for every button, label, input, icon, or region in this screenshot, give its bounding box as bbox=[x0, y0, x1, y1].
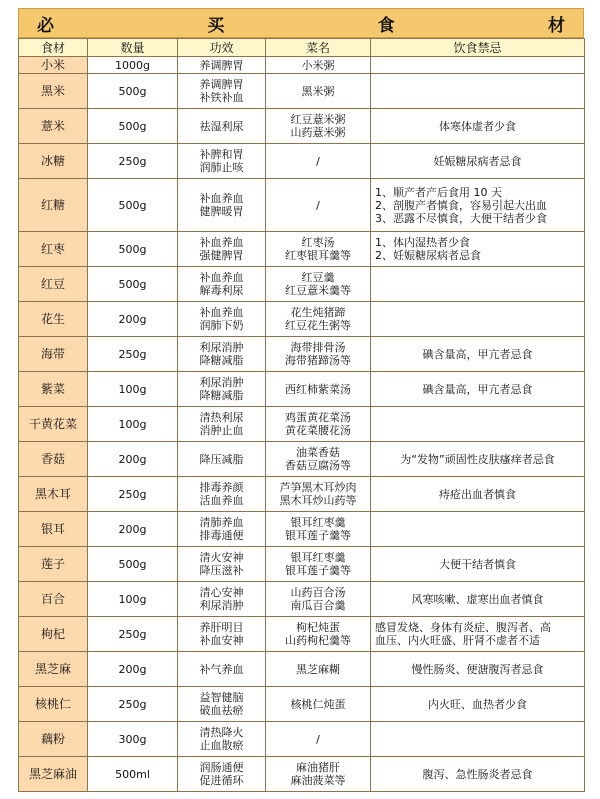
table-row bbox=[19, 407, 585, 442]
table-row bbox=[19, 144, 585, 179]
title-char: 买 bbox=[207, 15, 225, 36]
taboo-cell bbox=[371, 337, 585, 372]
quantity-cell: 100g bbox=[88, 372, 178, 407]
dish-cell-line: 银耳莲子羹等 bbox=[285, 564, 351, 577]
quantity-cell: 100g bbox=[88, 407, 178, 442]
dish-cell bbox=[266, 109, 371, 144]
header-quantity: 数量 bbox=[88, 39, 178, 57]
food-name-cell: 红豆 bbox=[19, 267, 88, 302]
effect-cell bbox=[178, 372, 266, 407]
dish-cell-line: 芦笋黑木耳炒肉 bbox=[279, 481, 357, 494]
taboo-cell-line: 妊娠糖尿病者忌食 bbox=[433, 154, 522, 168]
food-name-cell: 薏米 bbox=[19, 109, 88, 144]
dish-cell bbox=[266, 477, 371, 512]
effect-cell bbox=[178, 144, 266, 179]
quantity-cell: 500g bbox=[88, 232, 178, 267]
taboo-cell bbox=[371, 232, 585, 267]
quantity-cell: 250g bbox=[88, 687, 178, 722]
effect-cell-line: 止血散瘀 bbox=[199, 739, 244, 752]
food-name-cell: 红糖 bbox=[19, 179, 88, 232]
effect-cell bbox=[178, 57, 266, 74]
effect-cell bbox=[178, 617, 266, 652]
dish-cell-line: 枸杞炖蛋 bbox=[296, 621, 340, 634]
effect-cell-line: 清心安神 bbox=[199, 586, 244, 599]
dish-cell-line: 黑米粥 bbox=[301, 84, 335, 98]
dish-cell bbox=[266, 512, 371, 547]
effect-cell-line: 补铁补血 bbox=[199, 91, 244, 104]
effect-cell-line: 降糖减脂 bbox=[199, 354, 244, 367]
table-row bbox=[19, 442, 585, 477]
effect-cell-line: 排毒养颜 bbox=[199, 481, 244, 494]
effect-cell-line: 养调脾胃 bbox=[199, 78, 244, 91]
dish-cell-line: 花生炖猪蹄 bbox=[290, 306, 346, 319]
table-row bbox=[19, 652, 585, 687]
dish-cell-line: 山药百合汤 bbox=[290, 586, 346, 599]
dish-cell-line: 红豆羹 bbox=[301, 271, 335, 284]
effect-cell-line: 养肝明目 bbox=[199, 621, 244, 634]
header-taboo: 饮食禁忌 bbox=[371, 39, 585, 57]
dish-cell-line: 油菜香菇 bbox=[296, 446, 340, 459]
food-name-cell: 黑米 bbox=[19, 74, 88, 109]
taboo-cell bbox=[371, 582, 585, 617]
effect-cell-line: 益智健脑 bbox=[199, 691, 244, 704]
dish-cell-line: 银耳红枣羹 bbox=[290, 551, 346, 564]
sheet-title bbox=[18, 8, 584, 38]
quantity-cell: 500g bbox=[88, 109, 178, 144]
dish-cell bbox=[266, 722, 371, 757]
effect-cell bbox=[178, 179, 266, 232]
dish-cell-line: 海带猪蹄汤等 bbox=[285, 354, 351, 367]
taboo-cell bbox=[371, 757, 585, 792]
effect-cell-line: 润肺止咳 bbox=[199, 161, 244, 174]
table-row bbox=[19, 337, 585, 372]
taboo-cell-line: 3、恶露不尽慎食，大便干结者少食 bbox=[375, 211, 547, 225]
dish-cell-line: 南瓜百合羹 bbox=[290, 599, 346, 612]
taboo-cell bbox=[371, 617, 585, 652]
dish-cell bbox=[266, 652, 371, 687]
taboo-cell bbox=[371, 512, 585, 547]
effect-cell-line: 健脾暖胃 bbox=[199, 205, 244, 218]
taboo-cell bbox=[371, 407, 585, 442]
quantity-cell: 1000g bbox=[88, 57, 178, 74]
dish-cell-line: 麻油菠菜等 bbox=[290, 774, 346, 787]
effect-cell-line: 降压滋补 bbox=[199, 564, 244, 577]
effect-cell-line: 排毒通便 bbox=[199, 529, 244, 542]
dish-cell-line: 红豆花生粥等 bbox=[285, 319, 351, 332]
table-row bbox=[19, 302, 585, 337]
effect-cell bbox=[178, 547, 266, 582]
effect-cell bbox=[178, 232, 266, 267]
dish-cell bbox=[266, 302, 371, 337]
effect-cell-line: 补血养血 bbox=[199, 271, 244, 284]
dish-cell bbox=[266, 687, 371, 722]
food-table bbox=[18, 38, 585, 792]
dish-cell-line: 红豆薏米羹等 bbox=[285, 284, 351, 297]
taboo-cell-line: 2、妊娠糖尿病者忌食 bbox=[375, 249, 481, 262]
quantity-cell: 500g bbox=[88, 267, 178, 302]
effect-cell-line: 强健脾胃 bbox=[199, 249, 244, 262]
dish-cell-line: 红枣汤 bbox=[301, 236, 335, 249]
effect-cell-line: 破血祛瘀 bbox=[199, 704, 244, 717]
effect-cell-line: 消肿止血 bbox=[199, 424, 244, 437]
taboo-cell-line: 为“发物”顽固性皮肤瘙痒者忌食 bbox=[400, 452, 555, 466]
effect-cell-line: 促进循环 bbox=[199, 774, 244, 787]
table-row bbox=[19, 512, 585, 547]
table-row bbox=[19, 477, 585, 512]
effect-cell bbox=[178, 407, 266, 442]
effect-cell-line: 清火安神 bbox=[199, 551, 244, 564]
table-row bbox=[19, 687, 585, 722]
taboo-cell bbox=[371, 722, 585, 757]
effect-cell-line: 补气养血 bbox=[199, 662, 244, 676]
effect-cell bbox=[178, 582, 266, 617]
table-row bbox=[19, 722, 585, 757]
table-row bbox=[19, 617, 585, 652]
dish-cell bbox=[266, 442, 371, 477]
dish-cell-line: 麻油猪肝 bbox=[296, 761, 340, 774]
effect-cell bbox=[178, 337, 266, 372]
effect-cell-line: 润肺下奶 bbox=[199, 319, 244, 332]
taboo-cell-line: 体寒体虚者少食 bbox=[439, 119, 516, 133]
dish-cell-line: 黑木耳炒山药等 bbox=[279, 494, 357, 507]
effect-cell-line: 利尿消肿 bbox=[199, 599, 244, 612]
taboo-cell bbox=[371, 372, 585, 407]
taboo-cell-line: 腹泻、急性肠炎者忌食 bbox=[422, 767, 533, 781]
food-name-cell: 黑芝麻 bbox=[19, 652, 88, 687]
taboo-cell bbox=[371, 652, 585, 687]
dish-cell-line: / bbox=[316, 198, 320, 212]
effect-cell-line: 补血安神 bbox=[199, 634, 244, 647]
effect-cell bbox=[178, 687, 266, 722]
taboo-cell bbox=[371, 179, 585, 232]
table-row bbox=[19, 372, 585, 407]
taboo-cell-line: 碘含量高，甲亢者忌食 bbox=[422, 347, 533, 361]
taboo-cell-line: 1、体内湿热者少食 bbox=[375, 236, 470, 249]
dish-cell bbox=[266, 757, 371, 792]
table-row bbox=[19, 179, 585, 232]
taboo-cell bbox=[371, 302, 585, 337]
effect-cell-line: 祛湿利尿 bbox=[199, 119, 244, 133]
dish-cell bbox=[266, 57, 371, 74]
header-effect: 功效 bbox=[178, 39, 266, 57]
title-char: 必 bbox=[37, 15, 54, 36]
taboo-cell bbox=[371, 144, 585, 179]
food-name-cell: 红枣 bbox=[19, 232, 88, 267]
dish-cell bbox=[266, 547, 371, 582]
taboo-cell-line: 碘含量高，甲亢者忌食 bbox=[422, 382, 533, 396]
table-row bbox=[19, 267, 585, 302]
food-name-cell: 核桃仁 bbox=[19, 687, 88, 722]
quantity-cell: 100g bbox=[88, 582, 178, 617]
food-name-cell: 紫菜 bbox=[19, 372, 88, 407]
food-name-cell: 百合 bbox=[19, 582, 88, 617]
food-name-cell: 海带 bbox=[19, 337, 88, 372]
taboo-cell-line: 大便干结者慎食 bbox=[439, 557, 516, 571]
dish-cell bbox=[266, 179, 371, 232]
food-name-cell: 黑木耳 bbox=[19, 477, 88, 512]
table-row bbox=[19, 57, 585, 74]
effect-cell-line: 养调脾胃 bbox=[199, 58, 244, 72]
quantity-cell: 500g bbox=[88, 74, 178, 109]
taboo-cell-line: 感冒发烧、身体有炎症、腹泻者、高 bbox=[375, 621, 551, 634]
quantity-cell: 200g bbox=[88, 302, 178, 337]
dish-cell-line: 西红柿紫菜汤 bbox=[285, 382, 351, 396]
title-char: 材 bbox=[547, 15, 565, 36]
taboo-cell bbox=[371, 109, 585, 144]
taboo-cell-line: 内火旺、血热者少食 bbox=[428, 697, 527, 711]
effect-cell-line: 补血养血 bbox=[199, 306, 244, 319]
food-name-cell: 花生 bbox=[19, 302, 88, 337]
table-row bbox=[19, 547, 585, 582]
effect-cell-line: 清热降火 bbox=[199, 726, 244, 739]
dish-cell-line: / bbox=[316, 154, 320, 168]
table-header-row bbox=[19, 39, 585, 57]
dish-cell-line: 香菇豆腐汤等 bbox=[285, 459, 351, 472]
dish-cell-line: 山药枸杞羹等 bbox=[285, 634, 351, 647]
dish-cell bbox=[266, 232, 371, 267]
taboo-cell-line: 1、顺产者产后食用 10 天 bbox=[375, 185, 502, 199]
food-name-cell: 黑芝麻油 bbox=[19, 757, 88, 792]
dish-cell-line: 银耳莲子羹等 bbox=[285, 529, 351, 542]
food-name-cell: 枸杞 bbox=[19, 617, 88, 652]
table-row bbox=[19, 757, 585, 792]
effect-cell bbox=[178, 652, 266, 687]
food-name-cell: 香菇 bbox=[19, 442, 88, 477]
quantity-cell: 250g bbox=[88, 617, 178, 652]
dish-cell bbox=[266, 337, 371, 372]
dish-cell-line: 山药薏米粥 bbox=[290, 126, 346, 139]
food-list-sheet bbox=[18, 8, 586, 793]
table-row bbox=[19, 74, 585, 109]
effect-cell bbox=[178, 512, 266, 547]
header-food: 食材 bbox=[19, 39, 88, 57]
food-name-cell: 小米 bbox=[19, 57, 88, 74]
effect-cell-line: 清热利尿 bbox=[199, 411, 244, 424]
taboo-cell-line: 血压、内火旺盛、肝肾不虚者不适 bbox=[375, 634, 540, 647]
quantity-cell: 250g bbox=[88, 337, 178, 372]
taboo-cell bbox=[371, 442, 585, 477]
taboo-cell bbox=[371, 57, 585, 74]
taboo-cell bbox=[371, 267, 585, 302]
effect-cell-line: 降糖减脂 bbox=[199, 389, 244, 402]
dish-cell-line: 黑芝麻糊 bbox=[296, 662, 340, 676]
food-name-cell: 冰糖 bbox=[19, 144, 88, 179]
dish-cell bbox=[266, 144, 371, 179]
table-row bbox=[19, 232, 585, 267]
dish-cell-line: 海带排骨汤 bbox=[290, 341, 346, 354]
effect-cell-line: 补血养血 bbox=[199, 192, 244, 205]
dish-cell-line: 银耳红枣羹 bbox=[290, 516, 346, 529]
dish-cell bbox=[266, 372, 371, 407]
quantity-cell: 250g bbox=[88, 477, 178, 512]
effect-cell bbox=[178, 302, 266, 337]
effect-cell-line: 活血养血 bbox=[199, 494, 244, 507]
effect-cell-line: 利尿消肿 bbox=[199, 376, 244, 389]
effect-cell-line: 清肺养血 bbox=[199, 516, 244, 529]
dish-cell-line: 鸡蛋黄花菜汤 bbox=[285, 411, 351, 424]
taboo-cell bbox=[371, 547, 585, 582]
taboo-cell-line: 慢性肠炎、便溏腹泻者忌食 bbox=[411, 662, 544, 676]
dish-cell-line: 红豆薏米粥 bbox=[290, 113, 346, 126]
dish-cell bbox=[266, 617, 371, 652]
quantity-cell: 500ml bbox=[88, 757, 178, 792]
dish-cell bbox=[266, 582, 371, 617]
quantity-cell: 500g bbox=[88, 547, 178, 582]
effect-cell-line: 解毒利尿 bbox=[199, 284, 244, 297]
dish-cell bbox=[266, 407, 371, 442]
food-name-cell: 银耳 bbox=[19, 512, 88, 547]
effect-cell bbox=[178, 267, 266, 302]
effect-cell bbox=[178, 109, 266, 144]
dish-cell bbox=[266, 267, 371, 302]
quantity-cell: 200g bbox=[88, 512, 178, 547]
header-dish: 菜名 bbox=[266, 39, 371, 57]
dish-cell-line: 黄花菜腰花汤 bbox=[285, 424, 351, 437]
dish-cell-line: 核桃仁炖蛋 bbox=[290, 697, 346, 711]
effect-cell bbox=[178, 722, 266, 757]
effect-cell-line: 补脾和胃 bbox=[199, 148, 244, 161]
quantity-cell: 500g bbox=[88, 179, 178, 232]
food-name-cell: 藕粉 bbox=[19, 722, 88, 757]
taboo-cell-line: 2、剖腹产者慎食，容易引起大出血 bbox=[375, 198, 547, 212]
taboo-cell bbox=[371, 687, 585, 722]
effect-cell-line: 润肠通便 bbox=[199, 761, 244, 774]
dish-cell-line: / bbox=[316, 732, 320, 746]
taboo-cell-line: 风寒咳嗽、虚寒出血者慎食 bbox=[411, 592, 544, 606]
quantity-cell: 200g bbox=[88, 652, 178, 687]
food-name-cell: 莲子 bbox=[19, 547, 88, 582]
quantity-cell: 300g bbox=[88, 722, 178, 757]
table-row bbox=[19, 109, 585, 144]
taboo-cell bbox=[371, 74, 585, 109]
effect-cell bbox=[178, 74, 266, 109]
table-row bbox=[19, 582, 585, 617]
food-name-cell: 干黄花菜 bbox=[19, 407, 88, 442]
effect-cell-line: 利尿消肿 bbox=[199, 341, 244, 354]
effect-cell bbox=[178, 477, 266, 512]
taboo-cell bbox=[371, 477, 585, 512]
effect-cell-line: 降压减脂 bbox=[199, 452, 244, 466]
quantity-cell: 200g bbox=[88, 442, 178, 477]
effect-cell-line: 补血养血 bbox=[199, 236, 244, 249]
taboo-cell-line: 痔疮出血者慎食 bbox=[439, 487, 516, 501]
dish-cell bbox=[266, 74, 371, 109]
dish-cell-line: 红枣银耳羹等 bbox=[285, 249, 351, 262]
effect-cell bbox=[178, 442, 266, 477]
dish-cell-line: 小米粥 bbox=[301, 58, 335, 72]
effect-cell bbox=[178, 757, 266, 792]
quantity-cell: 250g bbox=[88, 144, 178, 179]
title-char: 食 bbox=[377, 15, 395, 36]
